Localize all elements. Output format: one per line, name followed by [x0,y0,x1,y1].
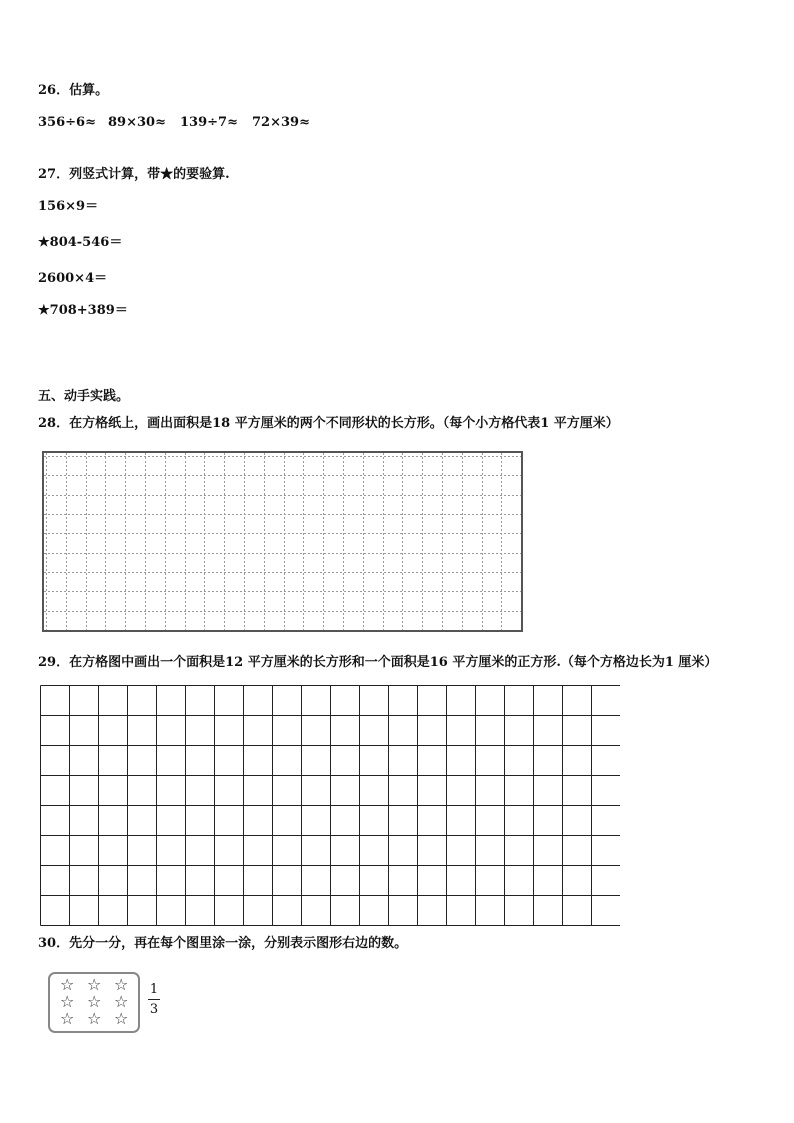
fraction-numerator: 1 [149,982,159,997]
q26-item-2: 89×30≈ [108,115,166,130]
fraction-denominator: 3 [149,1002,159,1017]
q26-item-4: 72×39≈ [252,115,310,130]
q26-title: 26．估算。 [38,83,109,98]
q27-item-1: 156×9＝ [38,199,99,214]
star-icon[interactable]: ☆ [60,992,75,1011]
q29-grid-lines [40,685,620,927]
star-icon[interactable]: ☆ [60,975,75,994]
star-icon[interactable]: ☆ [87,992,102,1011]
star-icon[interactable]: ☆ [114,1009,129,1028]
star-icon[interactable]: ☆ [114,992,129,1011]
q30-title: 30．先分一分，再在每个图里涂一涂，分别表示图形右边的数。 [38,936,408,951]
q26-item-1: 356÷6≈ [38,115,96,130]
fraction-bar [148,999,160,1000]
q27-title: 27．列竖式计算，带★的要验算. [38,167,230,182]
star-icon[interactable]: ☆ [60,1009,75,1028]
q28-dashed-grid[interactable] [42,451,523,632]
star-icon[interactable]: ☆ [114,975,129,994]
star-icon[interactable]: ☆ [87,975,102,994]
q28-title: 28．在方格纸上，画出面积是18 平方厘米的两个不同形状的长方形。（每个小方格代表1 平方厘米） [38,416,619,431]
fraction-one-third [148,982,160,1017]
q28-grid-lines [44,453,521,630]
q29-title: 29．在方格图中画出一个面积是12 平方厘米的长方形和一个面积是16 平方厘米的正方形.（每个方格边长为1 厘米） [38,655,718,670]
q27-item-3: 2600×4＝ [38,271,108,286]
section-five-title: 五、动手实践。 [38,389,130,404]
q26-item-3: 139÷7≈ [180,115,238,130]
star-icon[interactable]: ☆ [87,1009,102,1028]
q27-item-4: ★708+389＝ [38,303,128,318]
q27-item-2: ★804-546＝ [38,235,123,250]
star-box[interactable] [48,972,140,1033]
q29-solid-grid[interactable] [40,685,620,927]
